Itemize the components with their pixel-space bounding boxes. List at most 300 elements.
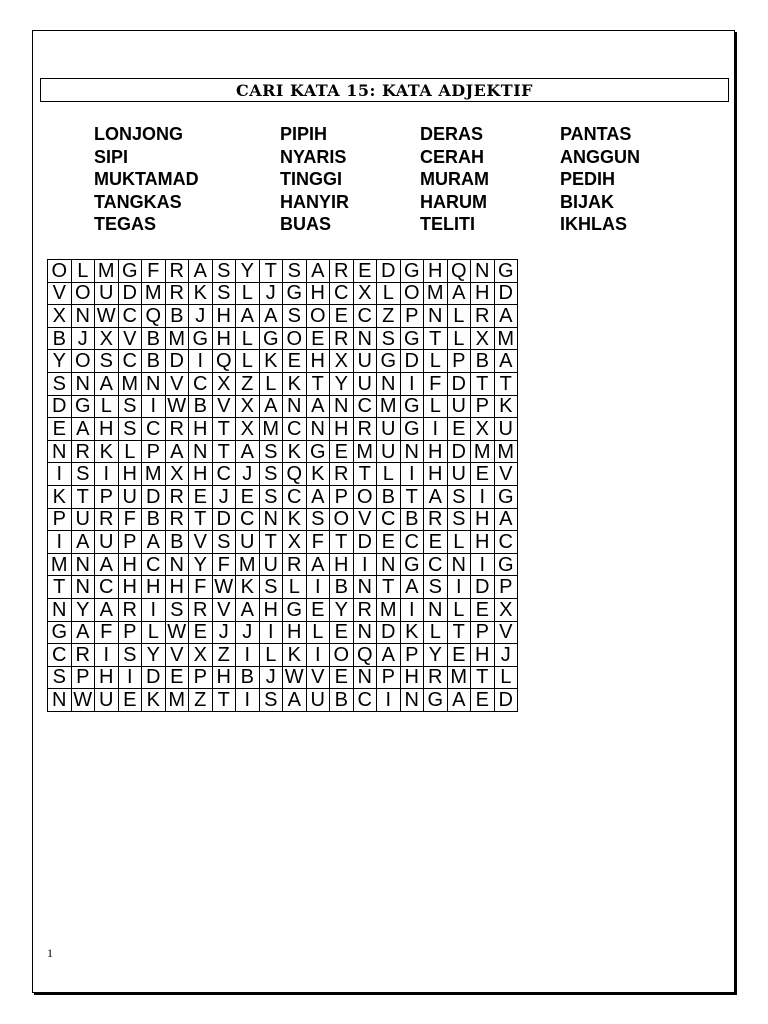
grid-cell[interactable]: S xyxy=(118,644,142,667)
grid-cell[interactable]: T xyxy=(424,327,448,350)
grid-cell[interactable]: N xyxy=(48,689,72,712)
grid-cell[interactable]: F xyxy=(306,531,330,554)
grid-cell[interactable]: N xyxy=(306,418,330,441)
grid-cell[interactable]: T xyxy=(353,463,377,486)
grid-cell[interactable]: A xyxy=(494,305,518,328)
grid-cell[interactable]: B xyxy=(330,689,354,712)
grid-cell[interactable]: K xyxy=(48,485,72,508)
grid-cell[interactable]: H xyxy=(330,418,354,441)
grid-cell[interactable]: P xyxy=(471,395,495,418)
grid-cell[interactable]: R xyxy=(353,598,377,621)
grid-cell[interactable]: N xyxy=(353,666,377,689)
grid-cell[interactable]: S xyxy=(283,260,307,283)
grid-cell[interactable]: W xyxy=(165,395,189,418)
grid-cell[interactable]: H xyxy=(471,644,495,667)
grid-cell[interactable]: R xyxy=(118,598,142,621)
grid-cell[interactable]: M xyxy=(447,666,471,689)
grid-cell[interactable]: X xyxy=(212,372,236,395)
grid-cell[interactable]: H xyxy=(95,666,119,689)
grid-cell[interactable]: C xyxy=(353,305,377,328)
grid-cell[interactable]: J xyxy=(236,463,260,486)
grid-cell[interactable]: A xyxy=(494,350,518,373)
grid-cell[interactable]: E xyxy=(118,689,142,712)
grid-cell[interactable]: E xyxy=(48,418,72,441)
grid-cell[interactable]: L xyxy=(283,576,307,599)
grid-cell[interactable]: F xyxy=(142,260,166,283)
grid-cell[interactable]: D xyxy=(48,395,72,418)
grid-cell[interactable]: D xyxy=(447,372,471,395)
grid-cell[interactable]: H xyxy=(424,260,448,283)
grid-cell[interactable]: C xyxy=(377,508,401,531)
grid-cell[interactable]: R xyxy=(95,508,119,531)
grid-cell[interactable]: I xyxy=(142,598,166,621)
grid-cell[interactable]: Z xyxy=(236,372,260,395)
grid-cell[interactable]: D xyxy=(377,621,401,644)
grid-cell[interactable]: L xyxy=(424,621,448,644)
grid-cell[interactable]: H xyxy=(306,350,330,373)
grid-cell[interactable]: A xyxy=(236,598,260,621)
grid-cell[interactable]: C xyxy=(212,463,236,486)
grid-cell[interactable]: E xyxy=(471,689,495,712)
grid-cell[interactable]: U xyxy=(95,531,119,554)
grid-cell[interactable]: P xyxy=(447,350,471,373)
grid-cell[interactable]: M xyxy=(424,282,448,305)
grid-cell[interactable]: H xyxy=(283,621,307,644)
grid-cell[interactable]: J xyxy=(259,282,283,305)
grid-cell[interactable]: E xyxy=(330,305,354,328)
grid-cell[interactable]: G xyxy=(306,440,330,463)
grid-cell[interactable]: Z xyxy=(189,689,213,712)
grid-cell[interactable]: J xyxy=(259,666,283,689)
grid-cell[interactable]: M xyxy=(118,372,142,395)
grid-cell[interactable]: G xyxy=(189,327,213,350)
grid-cell[interactable]: H xyxy=(471,531,495,554)
grid-cell[interactable]: C xyxy=(400,531,424,554)
grid-cell[interactable]: S xyxy=(447,485,471,508)
grid-cell[interactable]: C xyxy=(494,531,518,554)
grid-cell[interactable]: C xyxy=(353,395,377,418)
grid-cell[interactable]: N xyxy=(400,689,424,712)
grid-cell[interactable]: T xyxy=(447,621,471,644)
grid-cell[interactable]: V xyxy=(494,621,518,644)
grid-cell[interactable]: M xyxy=(377,598,401,621)
grid-cell[interactable]: R xyxy=(165,418,189,441)
grid-cell[interactable]: N xyxy=(330,395,354,418)
grid-cell[interactable]: A xyxy=(447,689,471,712)
grid-cell[interactable]: I xyxy=(424,418,448,441)
grid-cell[interactable]: I xyxy=(48,463,72,486)
grid-cell[interactable]: S xyxy=(259,485,283,508)
grid-cell[interactable]: B xyxy=(165,531,189,554)
grid-cell[interactable]: L xyxy=(259,644,283,667)
grid-cell[interactable]: R xyxy=(330,463,354,486)
grid-cell[interactable]: I xyxy=(377,689,401,712)
grid-cell[interactable]: I xyxy=(447,576,471,599)
grid-cell[interactable]: I xyxy=(471,553,495,576)
grid-cell[interactable]: O xyxy=(283,327,307,350)
grid-cell[interactable]: D xyxy=(118,282,142,305)
grid-cell[interactable]: X xyxy=(471,327,495,350)
grid-cell[interactable]: F xyxy=(118,508,142,531)
grid-cell[interactable]: T xyxy=(400,485,424,508)
grid-cell[interactable]: F xyxy=(424,372,448,395)
grid-cell[interactable]: T xyxy=(189,508,213,531)
grid-cell[interactable]: C xyxy=(95,576,119,599)
grid-cell[interactable]: X xyxy=(48,305,72,328)
grid-cell[interactable]: S xyxy=(118,418,142,441)
grid-cell[interactable]: R xyxy=(283,553,307,576)
grid-cell[interactable]: E xyxy=(189,485,213,508)
grid-cell[interactable]: M xyxy=(142,282,166,305)
grid-cell[interactable]: N xyxy=(353,576,377,599)
grid-cell[interactable]: U xyxy=(71,508,95,531)
grid-cell[interactable]: B xyxy=(48,327,72,350)
grid-cell[interactable]: H xyxy=(330,553,354,576)
grid-cell[interactable]: N xyxy=(353,621,377,644)
grid-cell[interactable]: W xyxy=(71,689,95,712)
grid-cell[interactable]: I xyxy=(236,644,260,667)
grid-cell[interactable]: E xyxy=(306,327,330,350)
grid-cell[interactable]: N xyxy=(71,576,95,599)
grid-cell[interactable]: U xyxy=(353,372,377,395)
grid-cell[interactable]: E xyxy=(189,621,213,644)
grid-cell[interactable]: P xyxy=(71,666,95,689)
grid-cell[interactable]: E xyxy=(447,644,471,667)
grid-cell[interactable]: P xyxy=(400,305,424,328)
grid-cell[interactable]: I xyxy=(400,598,424,621)
grid-cell[interactable]: R xyxy=(71,644,95,667)
grid-cell[interactable]: G xyxy=(283,598,307,621)
grid-cell[interactable]: L xyxy=(71,260,95,283)
grid-cell[interactable]: V xyxy=(118,327,142,350)
grid-cell[interactable]: N xyxy=(283,395,307,418)
grid-cell[interactable]: Q xyxy=(283,463,307,486)
grid-cell[interactable]: O xyxy=(71,350,95,373)
grid-cell[interactable]: R xyxy=(165,485,189,508)
grid-cell[interactable]: Z xyxy=(212,644,236,667)
grid-cell[interactable]: C xyxy=(236,508,260,531)
grid-cell[interactable]: I xyxy=(259,621,283,644)
grid-cell[interactable]: J xyxy=(71,327,95,350)
grid-cell[interactable]: L xyxy=(118,440,142,463)
grid-cell[interactable]: P xyxy=(400,644,424,667)
grid-cell[interactable]: Y xyxy=(236,260,260,283)
grid-cell[interactable]: H xyxy=(142,576,166,599)
grid-cell[interactable]: M xyxy=(494,327,518,350)
grid-cell[interactable]: C xyxy=(142,553,166,576)
grid-cell[interactable]: E xyxy=(330,440,354,463)
grid-cell[interactable]: X xyxy=(353,282,377,305)
grid-cell[interactable]: C xyxy=(330,282,354,305)
grid-cell[interactable]: P xyxy=(377,666,401,689)
grid-cell[interactable]: K xyxy=(283,508,307,531)
grid-cell[interactable]: N xyxy=(71,372,95,395)
grid-cell[interactable]: Q xyxy=(142,305,166,328)
grid-cell[interactable]: S xyxy=(212,282,236,305)
grid-cell[interactable]: Y xyxy=(48,350,72,373)
grid-cell[interactable]: M xyxy=(48,553,72,576)
grid-cell[interactable]: A xyxy=(189,260,213,283)
grid-cell[interactable]: A xyxy=(283,689,307,712)
grid-cell[interactable]: U xyxy=(95,282,119,305)
grid-cell[interactable]: R xyxy=(330,260,354,283)
grid-cell[interactable]: V xyxy=(212,395,236,418)
grid-cell[interactable]: N xyxy=(189,440,213,463)
grid-cell[interactable]: A xyxy=(95,372,119,395)
grid-cell[interactable]: P xyxy=(95,485,119,508)
grid-cell[interactable]: A xyxy=(142,531,166,554)
grid-cell[interactable]: N xyxy=(48,598,72,621)
grid-cell[interactable]: N xyxy=(424,305,448,328)
grid-cell[interactable]: D xyxy=(494,689,518,712)
grid-cell[interactable]: T xyxy=(306,372,330,395)
grid-cell[interactable]: G xyxy=(118,260,142,283)
grid-cell[interactable]: U xyxy=(447,395,471,418)
grid-cell[interactable]: W xyxy=(95,305,119,328)
grid-cell[interactable]: S xyxy=(48,666,72,689)
grid-cell[interactable]: V xyxy=(494,463,518,486)
grid-cell[interactable]: G xyxy=(494,260,518,283)
grid-cell[interactable]: S xyxy=(118,395,142,418)
grid-cell[interactable]: X xyxy=(189,644,213,667)
grid-cell[interactable]: A xyxy=(306,260,330,283)
grid-cell[interactable]: H xyxy=(118,576,142,599)
grid-cell[interactable]: P xyxy=(142,440,166,463)
grid-cell[interactable]: A xyxy=(447,282,471,305)
grid-cell[interactable]: K xyxy=(400,621,424,644)
grid-cell[interactable]: A xyxy=(424,485,448,508)
grid-cell[interactable]: K xyxy=(236,576,260,599)
grid-cell[interactable]: W xyxy=(283,666,307,689)
grid-cell[interactable]: T xyxy=(330,531,354,554)
grid-cell[interactable]: B xyxy=(471,350,495,373)
grid-cell[interactable]: M xyxy=(494,440,518,463)
grid-cell[interactable]: R xyxy=(165,260,189,283)
grid-cell[interactable]: M xyxy=(165,327,189,350)
grid-cell[interactable]: B xyxy=(165,305,189,328)
grid-cell[interactable]: V xyxy=(48,282,72,305)
grid-cell[interactable]: C xyxy=(48,644,72,667)
grid-cell[interactable]: E xyxy=(471,463,495,486)
grid-cell[interactable]: X xyxy=(95,327,119,350)
grid-cell[interactable]: P xyxy=(118,531,142,554)
grid-cell[interactable]: S xyxy=(165,598,189,621)
grid-cell[interactable]: D xyxy=(212,508,236,531)
grid-cell[interactable]: I xyxy=(400,463,424,486)
grid-cell[interactable]: X xyxy=(236,395,260,418)
grid-cell[interactable]: G xyxy=(494,485,518,508)
grid-cell[interactable]: B xyxy=(400,508,424,531)
grid-cell[interactable]: L xyxy=(377,282,401,305)
grid-cell[interactable]: A xyxy=(71,418,95,441)
grid-cell[interactable]: D xyxy=(142,666,166,689)
grid-cell[interactable]: Y xyxy=(330,598,354,621)
grid-cell[interactable]: F xyxy=(95,621,119,644)
grid-cell[interactable]: T xyxy=(377,576,401,599)
grid-cell[interactable]: T xyxy=(212,418,236,441)
grid-cell[interactable]: L xyxy=(236,350,260,373)
grid-cell[interactable]: K xyxy=(189,282,213,305)
grid-cell[interactable]: E xyxy=(306,598,330,621)
grid-cell[interactable]: W xyxy=(212,576,236,599)
grid-cell[interactable]: V xyxy=(189,531,213,554)
grid-cell[interactable]: L xyxy=(95,395,119,418)
grid-cell[interactable]: S xyxy=(48,372,72,395)
grid-cell[interactable]: X xyxy=(283,531,307,554)
grid-cell[interactable]: C xyxy=(142,418,166,441)
grid-cell[interactable]: A xyxy=(306,553,330,576)
grid-cell[interactable]: R xyxy=(353,418,377,441)
grid-cell[interactable]: M xyxy=(353,440,377,463)
grid-cell[interactable]: E xyxy=(165,666,189,689)
grid-cell[interactable]: N xyxy=(424,598,448,621)
grid-cell[interactable]: U xyxy=(377,418,401,441)
grid-cell[interactable]: J xyxy=(494,644,518,667)
grid-cell[interactable]: Y xyxy=(71,598,95,621)
grid-cell[interactable]: H xyxy=(424,463,448,486)
grid-cell[interactable]: G xyxy=(400,553,424,576)
grid-cell[interactable]: E xyxy=(330,621,354,644)
grid-cell[interactable]: U xyxy=(259,553,283,576)
grid-cell[interactable]: A xyxy=(165,440,189,463)
grid-cell[interactable]: K xyxy=(283,644,307,667)
grid-cell[interactable]: N xyxy=(71,305,95,328)
grid-cell[interactable]: U xyxy=(236,531,260,554)
grid-cell[interactable]: T xyxy=(494,372,518,395)
grid-cell[interactable]: E xyxy=(283,350,307,373)
grid-cell[interactable]: A xyxy=(71,621,95,644)
grid-cell[interactable]: N xyxy=(377,372,401,395)
grid-cell[interactable]: E xyxy=(424,531,448,554)
grid-cell[interactable]: N xyxy=(48,440,72,463)
grid-cell[interactable]: Y xyxy=(142,644,166,667)
grid-cell[interactable]: R xyxy=(424,508,448,531)
grid-cell[interactable]: S xyxy=(447,508,471,531)
grid-cell[interactable]: H xyxy=(400,666,424,689)
grid-cell[interactable]: D xyxy=(142,485,166,508)
grid-cell[interactable]: L xyxy=(306,621,330,644)
grid-cell[interactable]: H xyxy=(212,666,236,689)
grid-cell[interactable]: T xyxy=(71,485,95,508)
grid-cell[interactable]: L xyxy=(494,666,518,689)
grid-cell[interactable]: D xyxy=(400,350,424,373)
grid-cell[interactable]: N xyxy=(447,553,471,576)
grid-cell[interactable]: A xyxy=(95,553,119,576)
grid-cell[interactable]: G xyxy=(400,395,424,418)
grid-cell[interactable]: B xyxy=(236,666,260,689)
grid-cell[interactable]: H xyxy=(95,418,119,441)
grid-cell[interactable]: E xyxy=(447,418,471,441)
grid-cell[interactable]: G xyxy=(494,553,518,576)
grid-cell[interactable]: L xyxy=(447,531,471,554)
grid-cell[interactable]: O xyxy=(353,485,377,508)
grid-cell[interactable]: H xyxy=(471,508,495,531)
grid-cell[interactable]: U xyxy=(353,350,377,373)
grid-cell[interactable]: U xyxy=(306,689,330,712)
grid-cell[interactable]: B xyxy=(330,576,354,599)
grid-cell[interactable]: T xyxy=(48,576,72,599)
grid-cell[interactable]: J xyxy=(212,485,236,508)
grid-cell[interactable]: Y xyxy=(424,644,448,667)
grid-cell[interactable]: I xyxy=(95,463,119,486)
grid-cell[interactable]: H xyxy=(212,327,236,350)
grid-cell[interactable]: I xyxy=(189,350,213,373)
grid-cell[interactable]: C xyxy=(283,485,307,508)
grid-cell[interactable]: S xyxy=(71,463,95,486)
grid-cell[interactable]: I xyxy=(353,553,377,576)
grid-cell[interactable]: I xyxy=(48,531,72,554)
grid-cell[interactable]: T xyxy=(471,666,495,689)
grid-cell[interactable]: Z xyxy=(377,305,401,328)
grid-cell[interactable]: S xyxy=(259,463,283,486)
grid-cell[interactable]: J xyxy=(189,305,213,328)
grid-cell[interactable]: L xyxy=(447,305,471,328)
grid-cell[interactable]: W xyxy=(165,621,189,644)
grid-cell[interactable]: J xyxy=(212,621,236,644)
grid-cell[interactable]: R xyxy=(471,305,495,328)
grid-cell[interactable]: T xyxy=(212,440,236,463)
grid-cell[interactable]: R xyxy=(71,440,95,463)
grid-cell[interactable]: P xyxy=(189,666,213,689)
grid-cell[interactable]: A xyxy=(236,305,260,328)
grid-cell[interactable]: B xyxy=(377,485,401,508)
grid-cell[interactable]: O xyxy=(400,282,424,305)
grid-cell[interactable]: H xyxy=(189,418,213,441)
grid-cell[interactable]: K xyxy=(306,463,330,486)
grid-cell[interactable]: O xyxy=(48,260,72,283)
grid-cell[interactable]: P xyxy=(118,621,142,644)
grid-cell[interactable]: A xyxy=(95,598,119,621)
grid-cell[interactable]: X xyxy=(471,418,495,441)
grid-cell[interactable]: H xyxy=(118,553,142,576)
grid-cell[interactable]: H xyxy=(259,598,283,621)
grid-cell[interactable]: D xyxy=(447,440,471,463)
grid-cell[interactable]: V xyxy=(165,644,189,667)
grid-cell[interactable]: N xyxy=(71,553,95,576)
grid-cell[interactable]: L xyxy=(142,621,166,644)
grid-cell[interactable]: L xyxy=(259,372,283,395)
grid-cell[interactable]: G xyxy=(377,350,401,373)
grid-cell[interactable]: I xyxy=(471,485,495,508)
grid-cell[interactable]: N xyxy=(142,372,166,395)
grid-cell[interactable]: M xyxy=(95,260,119,283)
grid-cell[interactable]: A xyxy=(236,440,260,463)
grid-cell[interactable]: L xyxy=(447,598,471,621)
grid-cell[interactable]: I xyxy=(400,372,424,395)
grid-cell[interactable]: C xyxy=(118,350,142,373)
grid-cell[interactable]: K xyxy=(283,372,307,395)
grid-cell[interactable]: A xyxy=(306,485,330,508)
grid-cell[interactable]: U xyxy=(494,418,518,441)
grid-cell[interactable]: S xyxy=(377,327,401,350)
grid-cell[interactable]: K xyxy=(95,440,119,463)
grid-cell[interactable]: D xyxy=(165,350,189,373)
grid-cell[interactable]: X xyxy=(236,418,260,441)
grid-cell[interactable]: N xyxy=(259,508,283,531)
grid-cell[interactable]: R xyxy=(330,327,354,350)
grid-cell[interactable]: A xyxy=(400,576,424,599)
grid-cell[interactable]: D xyxy=(353,531,377,554)
grid-cell[interactable]: P xyxy=(471,621,495,644)
grid-cell[interactable]: H xyxy=(471,282,495,305)
grid-cell[interactable]: H xyxy=(189,463,213,486)
grid-cell[interactable]: M xyxy=(236,553,260,576)
grid-cell[interactable]: G xyxy=(400,327,424,350)
grid-cell[interactable]: C xyxy=(353,689,377,712)
grid-cell[interactable]: E xyxy=(353,260,377,283)
grid-cell[interactable]: B xyxy=(142,350,166,373)
grid-cell[interactable]: I xyxy=(142,395,166,418)
